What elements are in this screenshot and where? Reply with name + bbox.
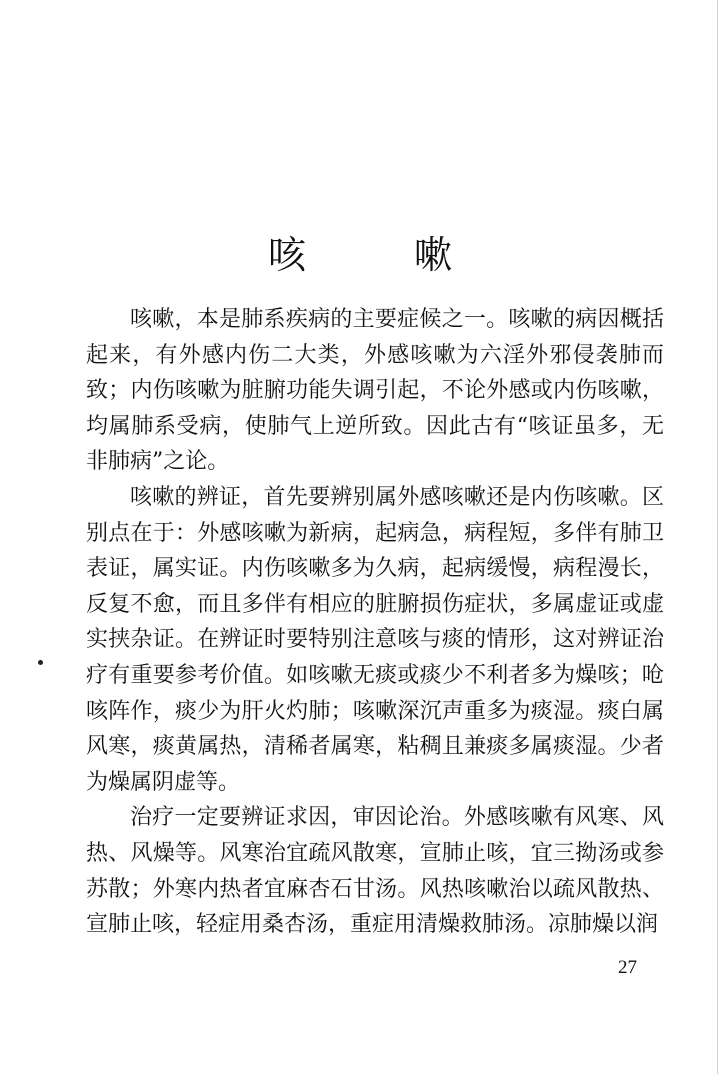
margin-dot [38, 660, 43, 665]
paragraph-2: 咳嗽的辨证，首先要辨别属外感咳嗽还是内伤咳嗽。区别点在于：外感咳嗽为新病，起病急，病程短，多伴有肺卫表证，属实证。内伤咳嗽多为久病，起病缓慢，病程漫长，反复不愈，而且多伴有相应的脏腑损伤症状，多属虚证或虚实挟杂证。在辨证时要特别注意咳与痰的情形，这对辨证治疗有重要参考价值。如咳嗽无痰或痰少不利者多为燥咳；呛咳阵作，痰少为肝火灼肺；咳嗽深沉声重多为痰湿。痰白属风寒，痰黄属热，清稀者属寒，粘稠且兼痰多属痰湿。少者为燥属阴虚等。 [86, 484, 664, 795]
page-number: 27 [618, 957, 637, 978]
page-title: 咳 嗽 [267, 233, 501, 278]
body-text [86, 302, 664, 943]
paragraph-3: 治疗一定要辨证求因，审因论治。外感咳嗽有风寒、风热、风燥等。风寒治宜疏风散寒，宣肺止咳，宜三拗汤或参苏散；外寒内热者宜麻杏石甘汤。风热咳嗽治以疏风散热、宣肺止咳，轻症用桑杏汤，重症用清燥救肺汤。凉肺燥以润 [86, 805, 664, 938]
page-edge-line [717, 0, 718, 1074]
paragraph-1: 咳嗽，本是肺系疾病的主要症候之一。咳嗽的病因概括起来，有外感内伤二大类，外感咳嗽为六淫外邪侵袭肺而致；内伤咳嗽为脏腑功能失调引起，不论外感或内伤咳嗽，均属肺系受病，使肺气上逆所致。因此古有“咳证虽多，无非肺病”之论。 [86, 307, 664, 475]
